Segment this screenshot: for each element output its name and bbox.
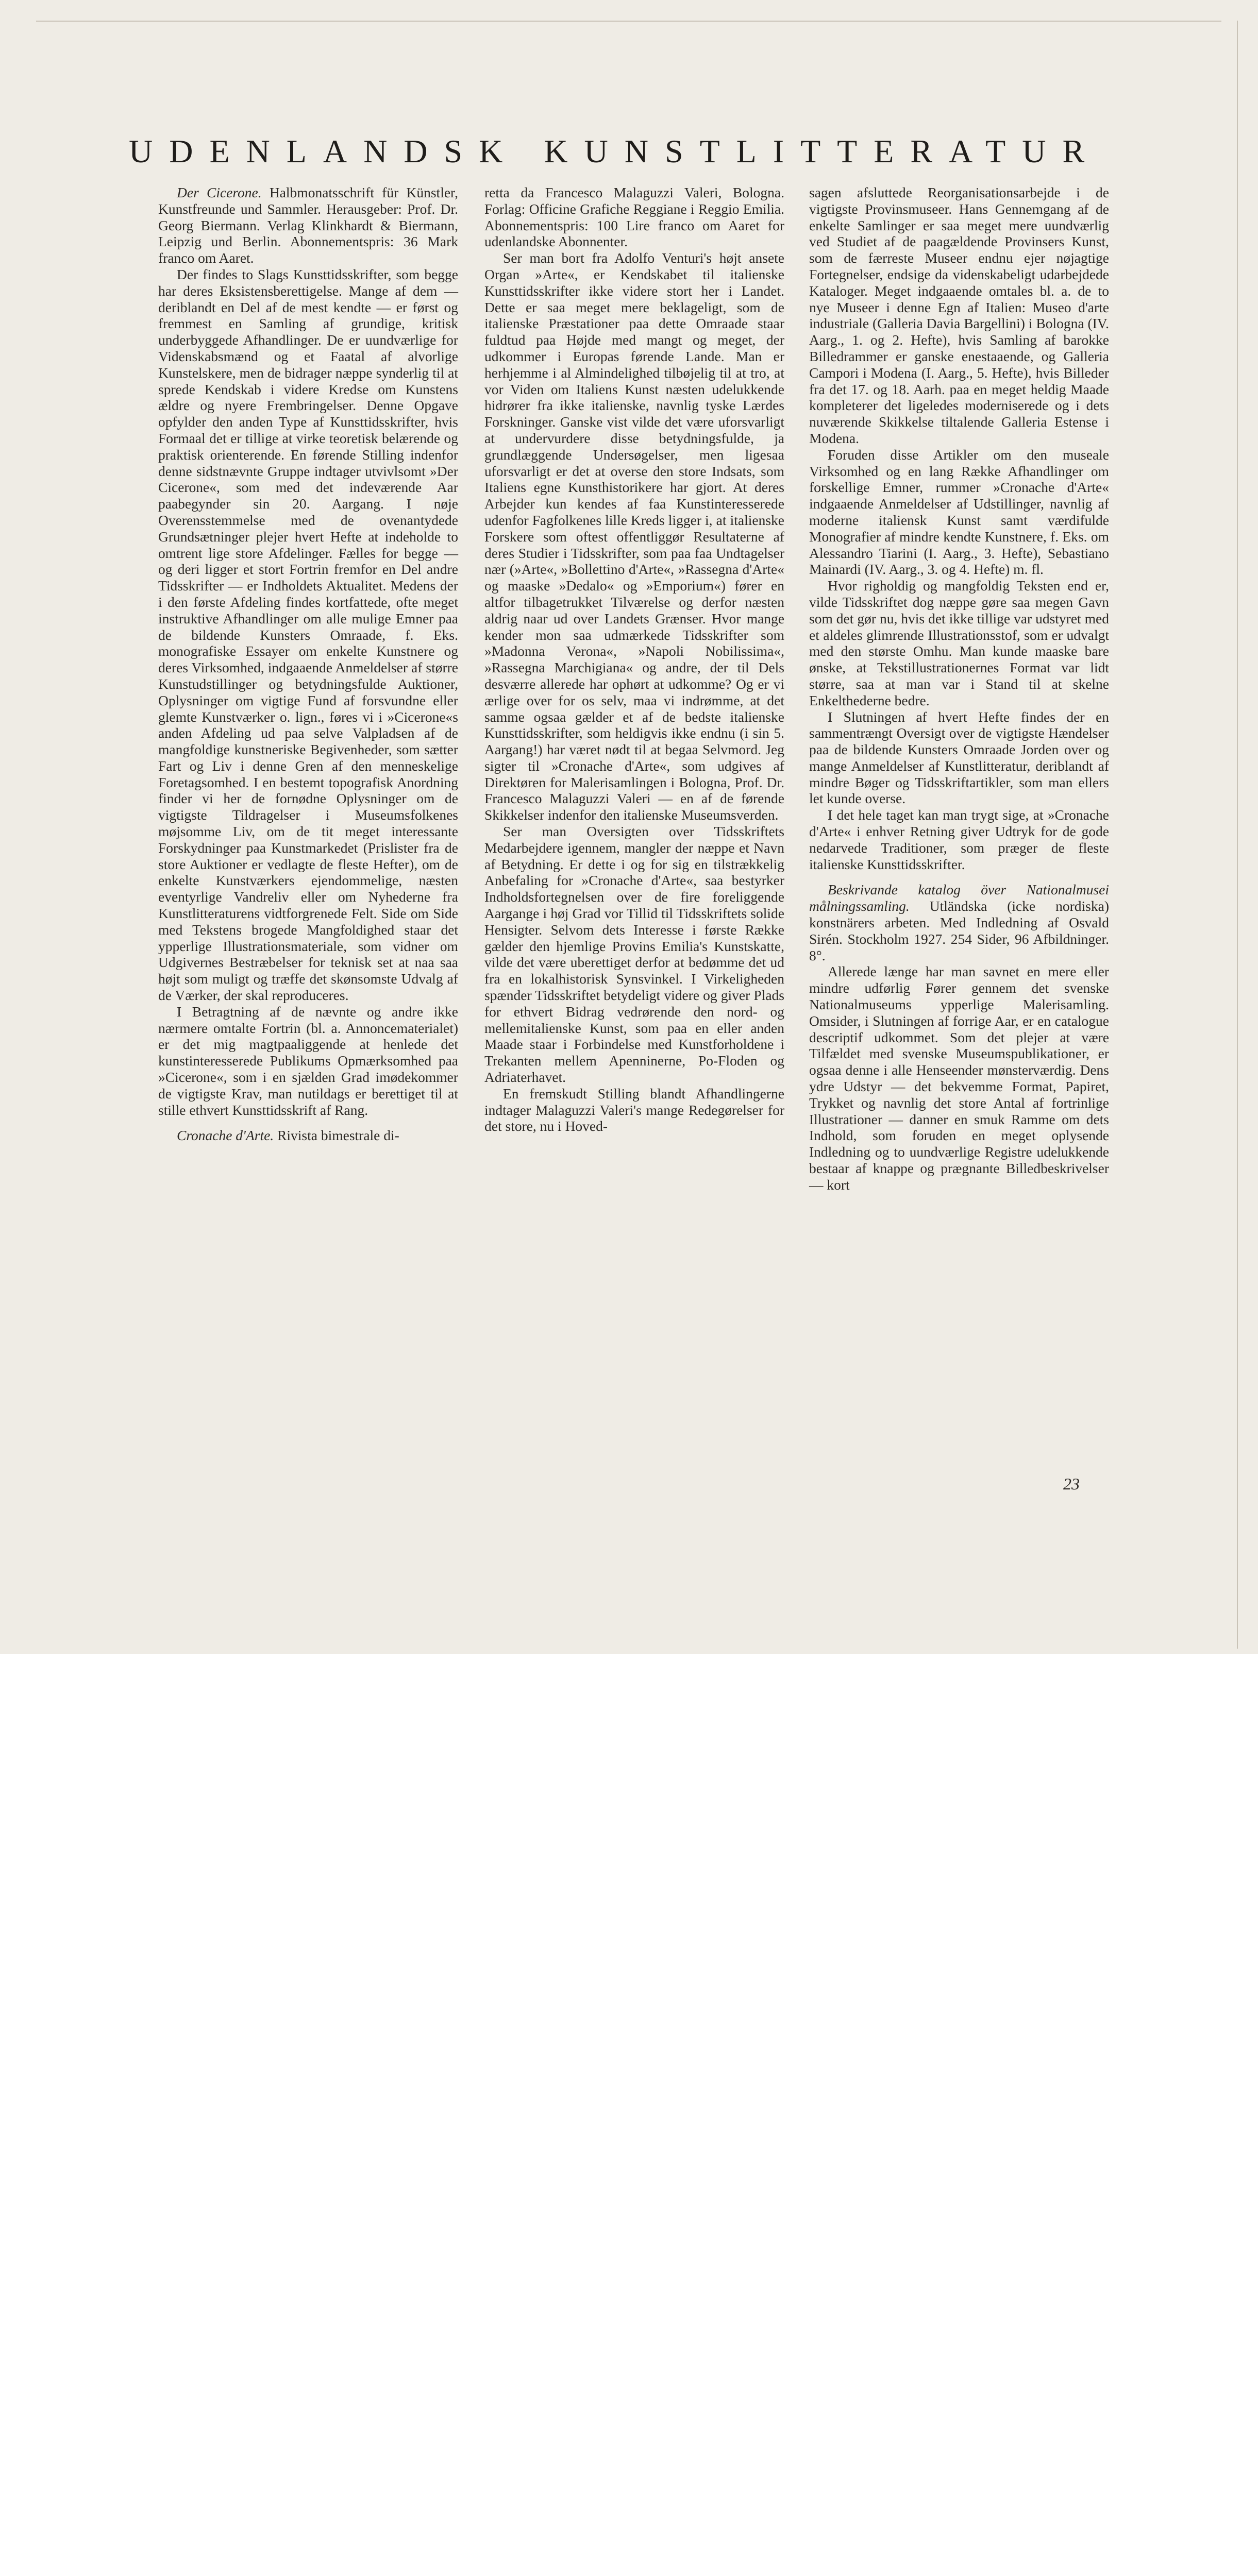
paragraph-text: Rivista bimestrale di- bbox=[274, 1127, 399, 1144]
paragraph-text: En fremskudt Stilling blandt Afhandlingerne indtager Malaguzzi Valeri's mange Redegørelser for det store, nu i Hoved- bbox=[484, 1085, 784, 1134]
article-paragraph bbox=[484, 1086, 784, 1134]
digitization-footer bbox=[0, 1654, 1258, 1727]
paragraph-text: Der findes to Slags Kunsttidsskrifter, som begge har deres Eksistensberettigelse. Mange af dem — deriblandt en Del af de mest kendte — er først og fremmest en Samling af grundige, kritisk underbyggede Afhandlinger. De er uundværlige for Videnskabsmænd og et Faatal af alvorlige Kunstelskere, men de bidrager næppe synderlig til at sprede Kendskab i videre Kredse om Kunstens ældre og nyere Frembringelser. Denne Opgave opfylder den anden Type af Kunsttidsskrifter, hvis Formaal det er tillige at virke teoretisk belærende og praktisk orienterende. En førende Stilling indenfor denne sidstnævnte Gruppe indtager utvivlsomt »Der Cicerone«, som med det indeværende Aar paabegynder sin 20. Aargang. I nøje Overensstemmelse med de ovenantydede Grundsætninger plejer hvert Hefte at indeholde to omtrent lige store Afdelinger. Fælles for begge — og deri ligger et stort Fortrin fremfor en Del andre Tidsskrifter — er Indholdets Aktualitet. Medens der i den første Afdeling findes kortfattede, ofte meget instruktive Afhandlinger om alle mulige Emner paa de bildende Kunsters Omraade, f. Eks. monografiske Essayer om enkelte Kunstnere og deres Virksomhed, indgaaende Anmeldelser af større Kunstudstillinger og betydningsfulde Auktioner, Oplysninger om vigtige Fund af forsvundne eller glemte Kunstværker o. lign., føres vi i »Cicerone«s anden Afdeling ud paa selve Valpladsen af de mangfoldige kunstneriske Begivenheder, som sætter Fart og Liv i denne Gren af den menneskelige Foretagsomhed. I en bestemt topografisk Anordning finder vi her de fornødne Oplysninger om de vigtigste Tildragelser i Museumsfolkenes møjsomme Liv, om de tit meget interessante Forskydninger paa Kunstmarkedet (Prislister fra de store Auktioner er vedlagte de fleste Hefter), om de enkelte Kunstværkers ejendommelige, næsten eventyrlige Vandreliv eller om Nyhederne fra Kunstlitteraturens vidtforgrenede Felt. Side om Side med Tekstens brogede Mangfoldighed staar det ypperlige Illustrationsmateriale, som vidner om Udgivernes Bestræbelser for teknisk set at naa saa højt som muligt og træffe det skønsomste Udvalg af de Værker, der skal reproduceres. bbox=[158, 266, 458, 1004]
review-title: Cronache d'Arte. bbox=[177, 1127, 274, 1144]
article-paragraph bbox=[158, 1127, 458, 1144]
paragraph-text: I det hele taget kan man trygt sige, at »Cronache d'Arte« i enhver Retning giver Udtryk for de gode nedarvede Traditioner, som præger de fleste italienske Kunsttidsskrifter. bbox=[809, 807, 1109, 872]
page-edge-rule-right bbox=[1237, 21, 1238, 1649]
paragraph-text: Halbmonatsschrift für Künstler, Kunstfreunde und Sammler. Herausgeber: Prof. Dr. Georg Biermann. Verlag Klinkhardt & Biermann, Leipzig und Berlin. Abonnementspris: 36 Mark franco om Aaret. bbox=[158, 184, 458, 266]
review-title: Der Cicerone. bbox=[177, 184, 262, 200]
text-column-3 bbox=[809, 184, 1109, 1193]
article-paragraph bbox=[809, 184, 1109, 447]
page-title: UDENLANDSK KUNSTLITTERATUR bbox=[129, 133, 1101, 170]
text-column-1 bbox=[158, 184, 458, 1144]
article-paragraph bbox=[809, 963, 1109, 1193]
paragraph-text: Hvor righoldig og mangfoldig Teksten end er, vilde Tidsskriftet dog næppe gøre saa megen Gavn som det gør nu, hvis det ikke tillige var udstyret med et aldeles glimrende Illustrationsstof, som er udvalgt med den største Omhu. Man kunde maaske bare ønske, at Tekstillustrationernes Format var lidt større, saa at man var i Stand til at skelne Enkelthederne bedre. bbox=[809, 578, 1109, 708]
article-paragraph bbox=[484, 250, 784, 823]
paragraph-text: Ser man bort fra Adolfo Venturi's højt ansete Organ »Arte«, er Kendskabet til italienske Kunsttidsskrifter ikke videre stort her i Landet. Dette er saa meget mere beklageligt, som de italienske Præstationer paa dette Omraade staar fuldtud paa Højde med mangt og meget, der udkommer i Europas førende Lande. Man er herhjemme i al Almindelighed tilbøjelig til at tro, at vor Viden om Italiens Kunst næsten udelukkende hidrører fra ikke italienske, navnlig tyske Lærdes Forskninger. Ganske vist vilde det være uforsvarligt at undervurdere disse betydningsfulde, ja grundlæggende Undersøgelser, men ligesaa uforsvarligt er det at overse den store Indsats, som Italiens egne Kunsthistorikere har gjort. At deres Arbejder kun kendes af faa Kunstinteresserede udenfor Fagfolkenes lille Kreds ligger i, at italienske Forskere som oftest offentliggør Resultaterne af deres Studier i Tidsskrifter, som paa faa Undtagelser nær (»Arte«, »Bollettino d'Arte«, »Rassegna d'Arte« og maaske »Dedalo« og »Emporium«) fører en altfor tilbagetrukket Tilværelse og derfor næsten aldrig naar ud over Landets Grænser. Hvor mange kender mon saa udmærkede Tidsskrifter som »Madonna Verona«, »Napoli Nobilissima«, »Rassegna Marchigiana« og andre, der til Dels desværre allerede har ophørt at udkomme? Og er vi ærlige over for os selv, maa vi indrømme, at det samme ogsaa gælder et af de bedste italienske Kunsttidsskrifter, som heldigvis ikke endnu (i sin 5. Aargang!) har været nødt til at begaa Selvmord. Jeg sigter til »Cronache d'Arte«, som udgives af Direktøren for Malerisamlingen i Bologna, Prof. Dr. Francesco Malaguzzi Valeri — en af de førende Skikkelser indenfor den italienske Museumsverden. bbox=[484, 250, 784, 823]
paragraph-text: Utländska (icke nordiska) konstnärers arbeten. Med Indledning af Osvald Sirén. Stockholm 1927. 254 Sider, 96 Afbildninger. 8°. bbox=[809, 898, 1109, 963]
paragraph-text: Foruden disse Artikler om den museale Virksomhed og en lang Række Afhandlinger om forskellige Emner, rummer »Cronache d'Arte« indgaaende Anmeldelser af Udstillinger, navnlig af moderne italiensk Kunst samt værdifulde Monografier af mindre kendte Kunstnere, f. Eks. om Alessandro Tiarini (I. Aarg., 3. Hefte), Sebastiano Mainardi (IV. Aarg., 3. og 4. Hefte) m. fl. bbox=[809, 446, 1109, 578]
article-paragraph bbox=[809, 447, 1109, 578]
article-paragraph bbox=[809, 807, 1109, 872]
article-paragraph bbox=[158, 184, 458, 266]
article-paragraph bbox=[484, 184, 784, 250]
text-column-2 bbox=[484, 184, 784, 1134]
paragraph-text: retta da Francesco Malaguzzi Valeri, Bologna. Forlag: Officine Grafiche Reggiane i Reggio Emilia. Abonnementspris: 100 Lire franco om Aaret for udenlandske Abonnenter. bbox=[484, 184, 784, 250]
article-paragraph bbox=[809, 578, 1109, 708]
article-paragraph bbox=[158, 1004, 458, 1118]
paragraph-text: Ser man Oversigten over Tidsskriftets Medarbejdere igennem, mangler der næppe et Navn af Betydning. Er dette i og for sig en tilstrækkelig Anbefaling for »Cronache d'Arte«, saa bestyrker Indholdsfortegnelsen over de fire foreliggende Aargange i høj Grad vor Tillid til Tidsskriftets solide Hensigter. Selvom dets Interesse i første Række gælder den hjemlige Provins Emilia's Kunstskatte, vilde det være uberettiget derfor at bedømme det ud fra en lokalhistorisk Synsvinkel. I Virkeligheden spænder Tidsskriftet betydeligt videre og giver Plads for ethvert Bidrag vedrørende den nord- og mellemitalienske Kunst, som paa en eller anden Maade staar i Forbindelse med Kunstforholdene i Trekanten mellem Apenninerne, Po-Floden og Adriaterhavet. bbox=[484, 823, 784, 1086]
paragraph-text: I Slutningen af hvert Hefte findes der en sammentrængt Oversigt over de vigtigste Hændelser paa de bildende Kunsters Omraade Jorden over og mange Anmeldelser af Kunstlitteratur, deriblandt af mindre Bøger og Tidsskriftartikler, som man ellers let kunde overse. bbox=[809, 708, 1109, 807]
article-paragraph bbox=[484, 823, 784, 1086]
paragraph-text: Allerede længe har man savnet en mere eller mindre udførlig Fører gennem det svenske Nationalmuseums ypperlige Malerisamling. Omsider, i Slutningen af forrige Aar, er en catalogue descriptif udkommet. Som det plejer at være Tilfældet med svenske Museumspublikationer, er ogsaa denne i alle Henseender mønsterværdig. Dens ydre Udstyr — det bekvemme Format, Papiret, Trykket og navnlig det store Antal af fortrinlige Illustrationer — danner en smuk Ramme om dets Indhold, som foruden en meget oplysende Indledning og to uundværlige Registre udelukkende bestaar af knappe og prægnante Billedbeskrivelser — kort bbox=[809, 963, 1109, 1193]
page-edge-rule-top bbox=[36, 21, 1221, 22]
article-paragraph bbox=[809, 882, 1109, 963]
paragraph-text: sagen afsluttede Reorganisationsarbejde i de vigtigste Provinsmuseer. Hans Gennemgang af de enkelte Samlinger er saa meget mere uundværlig ved Studiet af de paagældende Provinsers Kunst, som de færreste Museer endnu ejer nøjagtige Fortegnelser, endsige da videnskabeligt udarbejdede Kataloger. Meget indgaaende omtales bl. a. de to nye Museer i denne Egn af Italien: Museo d'arte industriale (Galleria Davia Bargellini) i Bologna (IV. Aarg., 1. og 2. Hefte), hvis Samling af barokke Billedrammer er ganske enestaaende, og Galleria Campori i Modena (I. Aarg., 5. Hefte), hvis Billeder fra det 17. og 18. Aarh. paa en meget heldig Maade kompleterer det ligeledes moderniserede og i dets nuværende Skikkelse tiltalende Galleria Estense i Modena. bbox=[809, 184, 1109, 446]
article-paragraph bbox=[158, 266, 458, 1004]
article-paragraph bbox=[809, 709, 1109, 807]
review-title: Beskrivande katalog över Nationalmusei målningssamling. bbox=[809, 882, 1109, 914]
page-number: 23 bbox=[1063, 1475, 1080, 1493]
paragraph-text: I Betragtning af de nævnte og andre ikke nærmere omtalte Fortrin (bl. a. Annoncematerialet) er det mig magtpaaliggende at henlede det kunstinteresserede Publikums Opmærksomhed paa »Cicerone«, som i en sjælden Grad imødekommer de vigtigste Krav, man nutildags er berettiget til at stille ethvert Kunsttidsskrift af Rang. bbox=[158, 1003, 458, 1118]
